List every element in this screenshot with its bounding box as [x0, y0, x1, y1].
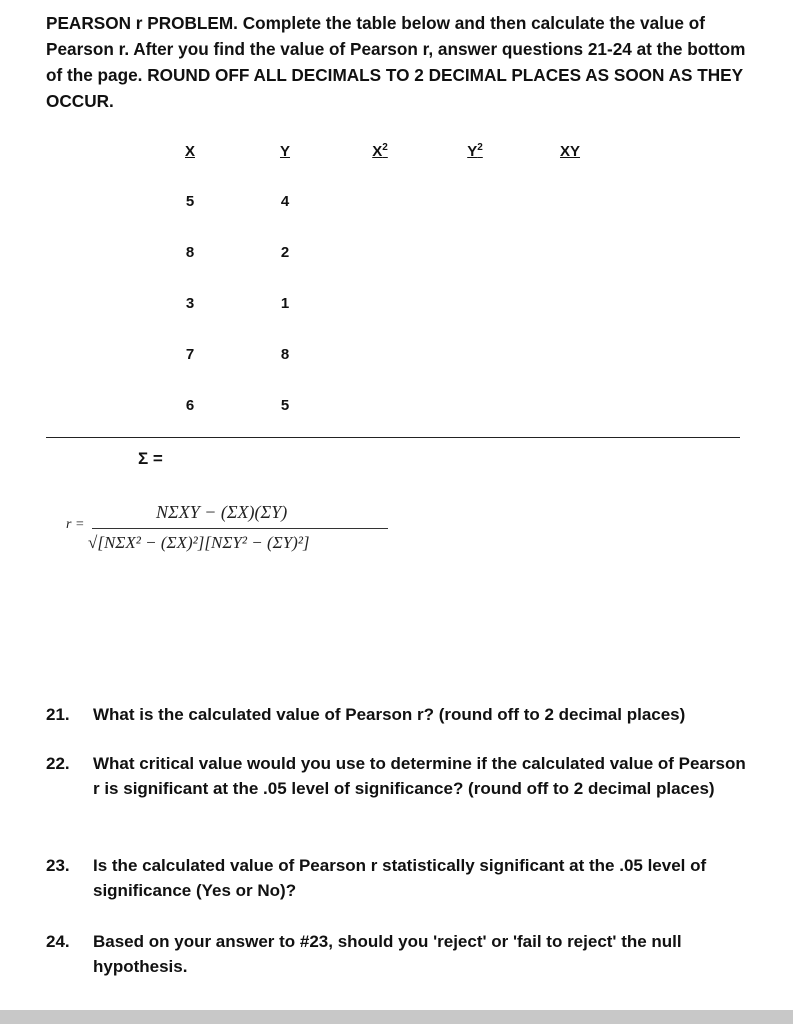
row-2-y: 2: [280, 244, 290, 261]
row-1-y: 4: [280, 193, 290, 210]
instructions-paragraph: PEARSON r PROBLEM. Complete the table below and then calculate the value of Pearson r. After you find the value of Pearson r, answer questions 21-24 at the bottom of the page. ROUND OFF ALL DECIMALS TO 2 DECIMAL PLACES AS SOON AS THEY OCCUR.: [46, 13, 746, 111]
row-3-y: 1: [280, 295, 290, 312]
formula-numerator: NΣXY − (ΣX)(ΣY): [156, 502, 288, 522]
question-number: 23.: [46, 856, 70, 875]
question-22: [46, 751, 756, 801]
question-23: [46, 853, 756, 903]
question-text: What critical value would you use to determine if the calculated value of Pearson r is significant at the .05 level of significance? (round off to 2 decimal places): [93, 754, 746, 798]
pearson-r-formula: [66, 500, 376, 568]
question-number: 22.: [46, 754, 70, 773]
header-x: X: [184, 143, 196, 160]
question-text: Based on your answer to #23, should you 'reject' or 'fail to reject' the null hypothesis.: [93, 932, 682, 976]
header-y-squared: $Y^2$: [467, 142, 483, 160]
sum-divider-line: [46, 437, 740, 438]
header-xy: XY: [559, 143, 581, 160]
row-4-x: 7: [185, 346, 195, 363]
row-2-x: 8: [185, 244, 195, 261]
question-21: [46, 702, 756, 727]
formula-lhs: r =: [66, 517, 85, 532]
row-4-y: 8: [280, 346, 290, 363]
row-5-x: 6: [185, 397, 195, 414]
question-text: What is the calculated value of Pearson r? (round off to 2 decimal places): [93, 705, 686, 724]
header-y: Y: [279, 143, 291, 160]
row-5-y: 5: [280, 397, 290, 414]
sum-label: Σ =: [138, 449, 163, 468]
question-24: [46, 929, 756, 979]
formula-fraction-bar: [92, 528, 388, 529]
question-number: 24.: [46, 932, 70, 951]
header-x-squared: $X^2$: [372, 142, 388, 160]
bottom-scroll-bar: [0, 1010, 793, 1024]
formula-denominator: √[NΣX² − (ΣX)²][NΣY² − (ΣY)²]: [88, 533, 310, 552]
row-3-x: 3: [185, 295, 195, 312]
question-number: 21.: [46, 705, 70, 724]
question-text: Is the calculated value of Pearson r statistically significant at the .05 level of significance (Yes or No)?: [93, 856, 707, 900]
row-1-x: 5: [185, 193, 195, 210]
